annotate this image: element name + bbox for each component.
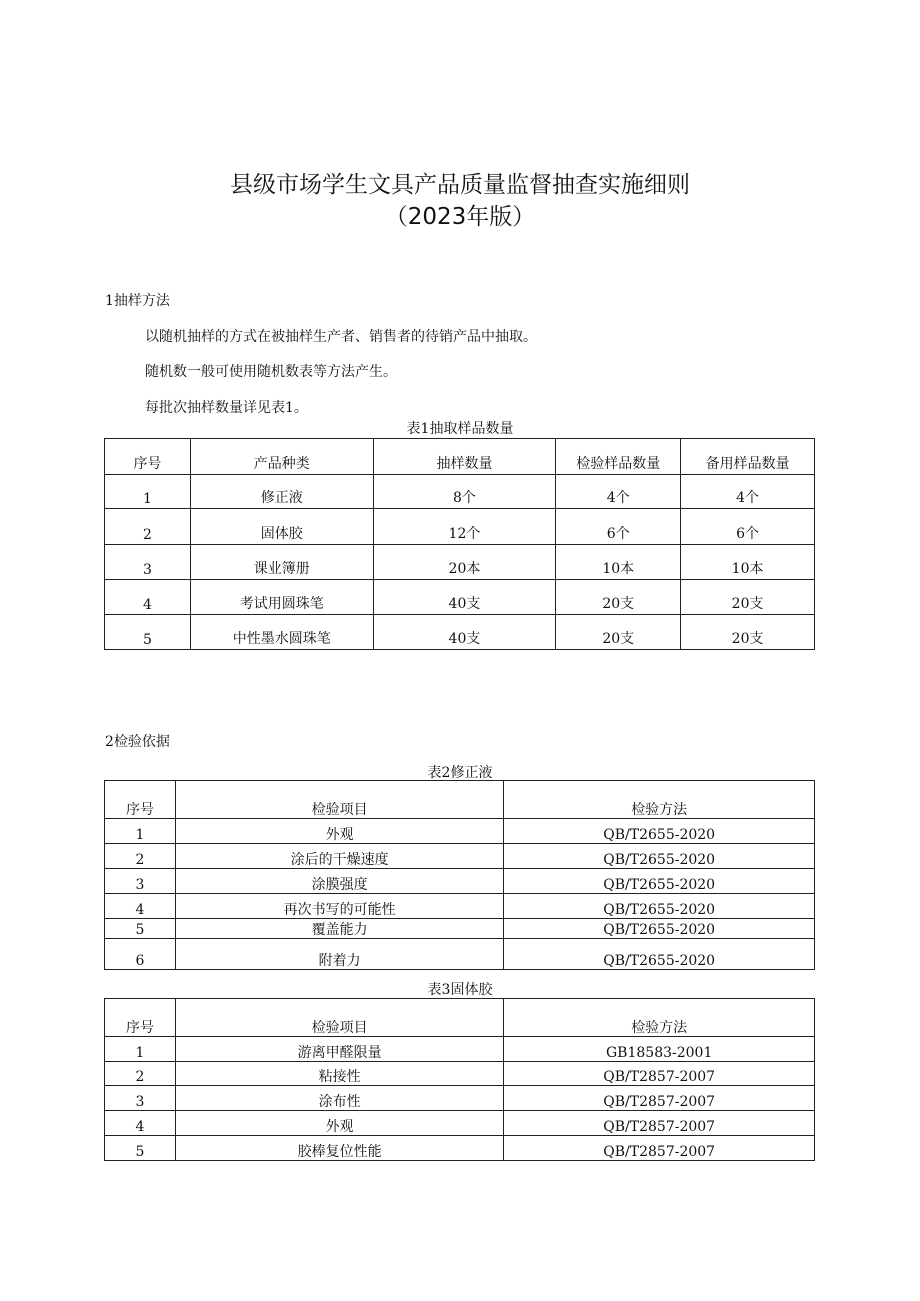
table-cell: 5 [105,1136,176,1161]
table-cell: QB/T2857-2007 [504,1136,815,1161]
table-cell: 1 [105,819,176,844]
table-header-cell: 抽样数量 [373,439,556,475]
table-header-cell: 检验方法 [504,999,815,1037]
correction-fluid-table [104,780,815,970]
table-cell: 2 [105,844,176,869]
table-row [105,509,815,545]
table-cell: QB/T2655-2020 [504,869,815,894]
paragraph: 每批次抽样数量详见表1。 [145,400,308,416]
glue-stick-table [104,998,815,1161]
table-cell: 考试用圆珠笔 [190,580,373,615]
table-cell: 3 [105,869,176,894]
table-header-cell: 检验样品数量 [556,439,681,475]
table-cell: 再次书写的可能性 [175,894,503,919]
table-row [105,545,815,580]
table-cell: 6个 [681,509,815,545]
table-cell: 20支 [556,615,681,650]
table-row [105,919,815,939]
table-cell: 40支 [373,615,556,650]
table-row [105,1062,815,1086]
table-cell: QB/T2857-2007 [504,1086,815,1111]
table-header-cell: 备用样品数量 [681,439,815,475]
table-header-cell: 检验方法 [504,781,815,819]
table-cell: 4 [105,894,176,919]
table-row [105,1037,815,1062]
table-row [105,580,815,615]
table-cell: 20本 [373,545,556,580]
table-cell: 4个 [556,475,681,509]
document-title: 县级市场学生文具产品质量监督抽查实施细则 [230,172,690,198]
table-cell: 4个 [681,475,815,509]
table-cell: 修正液 [190,475,373,509]
table-cell: 6 [105,939,176,970]
table-row [105,939,815,970]
table-header-cell: 序号 [105,781,176,819]
table-cell: GB18583-2001 [504,1037,815,1062]
table-cell: 4 [105,580,191,615]
table-cell: QB/T2655-2020 [504,844,815,869]
section-heading-inspection-basis: 2检验依据 [105,734,170,750]
paragraph: 以随机抽样的方式在被抽样生产者、销售者的待销产品中抽取。 [145,329,537,345]
table-cell: 粘接性 [175,1062,503,1086]
table-cell: 6个 [556,509,681,545]
table-cell: 1 [105,1037,176,1062]
table-cell: 覆盖能力 [175,919,503,939]
table-row [105,844,815,869]
table-cell: 3 [105,1086,176,1111]
table-cell: 中性墨水圆珠笔 [190,615,373,650]
table-cell: 外观 [175,1111,503,1136]
table-cell: QB/T2857-2007 [504,1062,815,1086]
table-cell: QB/T2857-2007 [504,1111,815,1136]
table-row [105,1086,815,1111]
table-cell: 外观 [175,819,503,844]
table-cell: 胶棒复位性能 [175,1136,503,1161]
table-cell: 2 [105,509,191,545]
table-cell: 5 [105,615,191,650]
table-cell: 10本 [556,545,681,580]
table-caption-glue-stick: 表3固体胶 [427,982,493,998]
table-cell: 2 [105,1062,176,1086]
table-cell: 12个 [373,509,556,545]
table-header-row [105,999,815,1037]
table-cell: 3 [105,545,191,580]
table-cell: 游离甲醛限量 [175,1037,503,1062]
table-cell: QB/T2655-2020 [504,819,815,844]
table-row [105,1136,815,1161]
table-cell: 20支 [681,580,815,615]
table-cell: 4 [105,1111,176,1136]
table-cell: 课业簿册 [190,545,373,580]
table-header-cell: 序号 [105,439,191,475]
table-header-cell: 检验项目 [175,999,503,1037]
table-row [105,869,815,894]
table-caption-sample-quantity: 表1抽取样品数量 [406,421,514,437]
table-row [105,1111,815,1136]
table-cell: 涂后的干燥速度 [175,844,503,869]
table-cell: QB/T2655-2020 [504,919,815,939]
table-header-cell: 检验项目 [175,781,503,819]
table-cell: 20支 [556,580,681,615]
table-cell: QB/T2655-2020 [504,939,815,970]
table-header-row [105,439,815,475]
table-row [105,894,815,919]
table-cell: QB/T2655-2020 [504,894,815,919]
table-cell: 涂布性 [175,1086,503,1111]
table-cell: 40支 [373,580,556,615]
table-cell: 5 [105,919,176,939]
table-cell: 8个 [373,475,556,509]
sample-quantity-table [104,438,815,650]
document-subtitle: （2023年版） [384,204,536,230]
table-header-cell: 序号 [105,999,176,1037]
table-row [105,615,815,650]
table-cell: 涂膜强度 [175,869,503,894]
table-header-row [105,781,815,819]
table-cell: 固体胶 [190,509,373,545]
table-cell: 附着力 [175,939,503,970]
table-header-cell: 产品种类 [190,439,373,475]
section-heading-sampling: 1抽样方法 [105,293,170,309]
table-cell: 1 [105,475,191,509]
table-caption-correction-fluid: 表2修正液 [427,765,493,781]
table-cell: 10本 [681,545,815,580]
table-row [105,475,815,509]
table-row [105,819,815,844]
paragraph: 随机数一般可使用随机数表等方法产生。 [145,364,397,380]
table-cell: 20支 [681,615,815,650]
